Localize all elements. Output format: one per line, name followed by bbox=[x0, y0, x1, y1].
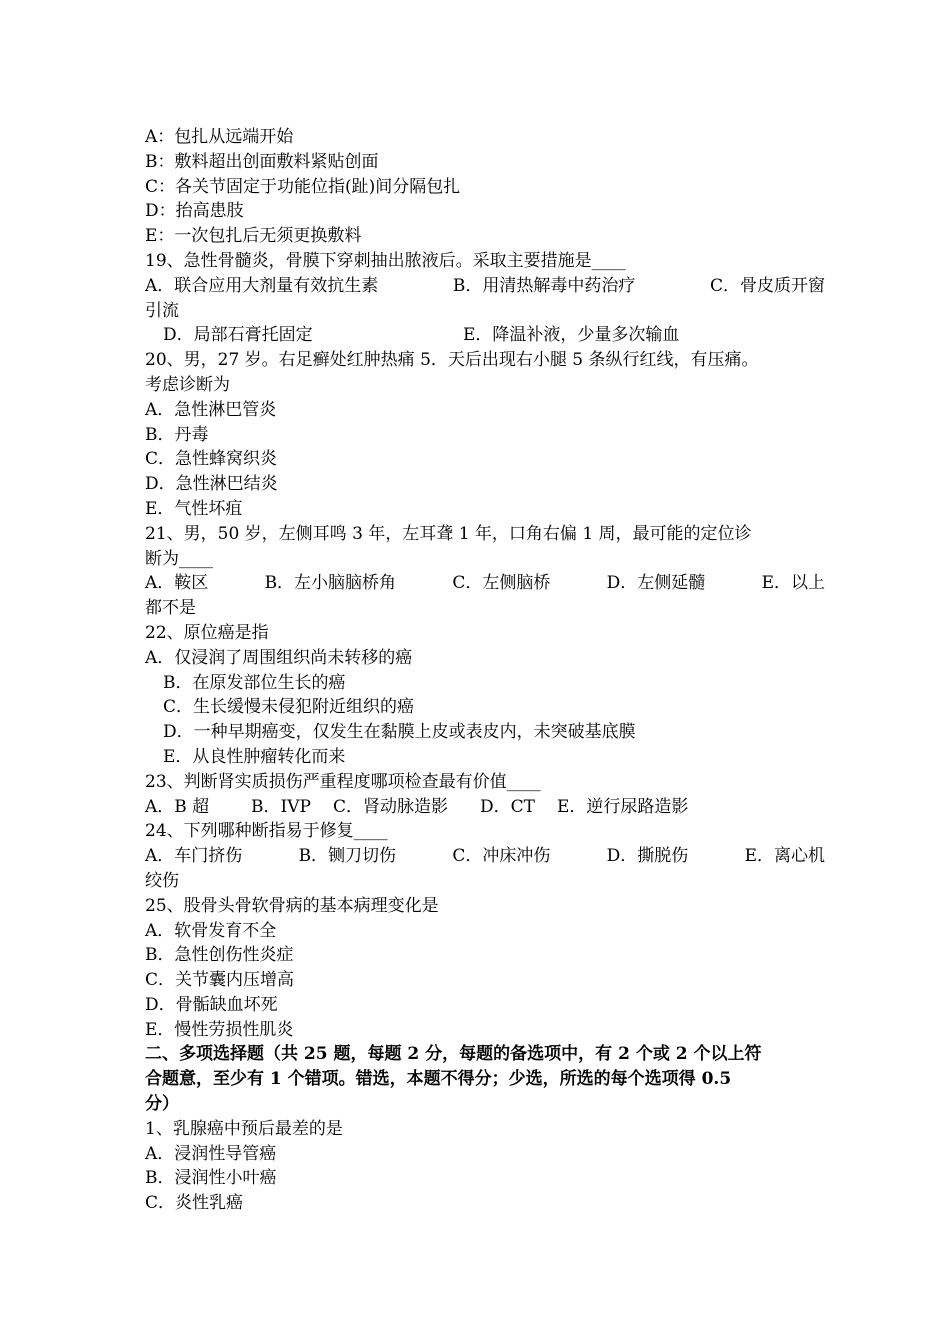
document-body bbox=[145, 125, 825, 1216]
option: E．离心机 bbox=[744, 846, 825, 867]
option: C．左侧脑桥 bbox=[452, 573, 551, 594]
option-line: 都不是 bbox=[145, 598, 196, 619]
option-line: C．生长缓慢未侵犯附近组织的癌 bbox=[163, 697, 415, 718]
option-line: C．急性蜂窝织炎 bbox=[145, 449, 278, 470]
question-21: 21、男，50 岁，左侧耳鸣 3 年，左耳聋 1 年，口角右偏 1 周，最可能的定位诊 bbox=[145, 523, 752, 544]
question-line: 考虑诊断为 bbox=[145, 374, 230, 395]
option-line: D．骨骺缺血坏死 bbox=[145, 994, 278, 1015]
option-line: D．一种早期癌变，仅发生在黏膜上皮或表皮内，未突破基底膜 bbox=[163, 722, 636, 743]
option-line: E．慢性劳损性肌炎 bbox=[145, 1019, 294, 1040]
option-line: A．急性淋巴管炎 bbox=[145, 399, 277, 420]
option: B．左小脑脑桥角 bbox=[264, 573, 397, 594]
option-line: A．软骨发育不全 bbox=[145, 920, 277, 941]
section-heading: 合题意，至少有 1 个错项。错选，本题不得分；少选，所选的每个选项得 0.5 bbox=[145, 1069, 732, 1090]
option-line: B．丹毒 bbox=[145, 424, 209, 445]
question-20: 20、男，27 岁。右足癣处红肿热痛 5．天后出现右小腿 5 条纵行红线，有压痛。 bbox=[145, 350, 759, 371]
option-line: B：敷料超出创面敷料紧贴创面 bbox=[145, 151, 379, 172]
option: C．肾动脉造影 bbox=[333, 796, 449, 817]
option-line: B．在原发部位生长的癌 bbox=[163, 672, 346, 693]
option-line: 绞伤 bbox=[145, 870, 179, 891]
option-line: C．炎性乳癌 bbox=[145, 1193, 244, 1214]
option-line: E．从良性肿瘤转化而来 bbox=[163, 746, 346, 767]
option: A．鞍区 bbox=[145, 573, 209, 594]
option: B．铡刀切伤 bbox=[298, 846, 397, 867]
options-row bbox=[145, 571, 825, 596]
option: E．降温补液，少量多次输血 bbox=[463, 325, 680, 346]
option-line: 引流 bbox=[145, 300, 179, 321]
option: B．用清热解毒中药治疗 bbox=[452, 275, 636, 296]
options-row bbox=[145, 844, 825, 869]
option: D．局部石膏托固定 bbox=[163, 325, 313, 346]
option: E．逆行尿路造影 bbox=[557, 796, 689, 817]
section-heading: 分） bbox=[145, 1094, 179, 1115]
question-19: 19、急性骨髓炎，骨膜下穿刺抽出脓液后。采取主要措施是____ bbox=[145, 250, 626, 271]
option: D．左侧延髓 bbox=[606, 573, 706, 594]
question-25: 25、股骨头骨软骨病的基本病理变化是 bbox=[145, 895, 439, 916]
option-line: B．急性创伤性炎症 bbox=[145, 945, 294, 966]
option-line: B．浸润性小叶癌 bbox=[145, 1168, 277, 1189]
option: D．CT bbox=[480, 796, 535, 817]
option: E．以上 bbox=[761, 573, 825, 594]
option: B．IVP bbox=[251, 796, 311, 817]
options-row bbox=[145, 323, 825, 348]
option: C．冲床冲伤 bbox=[452, 846, 551, 867]
option: A．联合应用大剂量有效抗生素 bbox=[145, 275, 379, 296]
option: A．车门挤伤 bbox=[145, 846, 243, 867]
options-row bbox=[145, 795, 825, 820]
section-heading: 二、多项选择题（共 25 题，每题 2 分，每题的备选项中，有 2 个或 2 个以上符 bbox=[145, 1044, 762, 1065]
option-line: C．关节囊内压增高 bbox=[145, 970, 295, 991]
option-line: A．仅浸润了周围组织尚未转移的癌 bbox=[145, 647, 413, 668]
option-line: A：包扎从远端开始 bbox=[145, 127, 294, 147]
question-line: 断为____ bbox=[145, 548, 213, 569]
option-line: E：一次包扎后无须更换敷料 bbox=[145, 226, 362, 247]
option-line: C：各关节固定于功能位指(趾)间分隔包扎 bbox=[145, 176, 461, 197]
option: C．骨皮质开窗 bbox=[709, 275, 825, 296]
question-22: 22、原位癌是指 bbox=[145, 622, 269, 643]
option: D．撕脱伤 bbox=[606, 846, 689, 867]
option-line: D：抬高患肢 bbox=[145, 201, 244, 222]
options-row bbox=[145, 274, 825, 299]
question-23: 23、判断肾实质损伤严重程度哪项检查最有价值____ bbox=[145, 771, 541, 792]
option-line: E．气性坏疽 bbox=[145, 498, 243, 519]
option: A．B 超 bbox=[145, 796, 210, 817]
option-line: D．急性淋巴结炎 bbox=[145, 474, 278, 495]
question-24: 24、下列哪种断指易于修复____ bbox=[145, 821, 388, 842]
option-line: A．浸润性导管癌 bbox=[145, 1143, 277, 1164]
question-1: 1、乳腺癌中预后最差的是 bbox=[145, 1118, 343, 1139]
